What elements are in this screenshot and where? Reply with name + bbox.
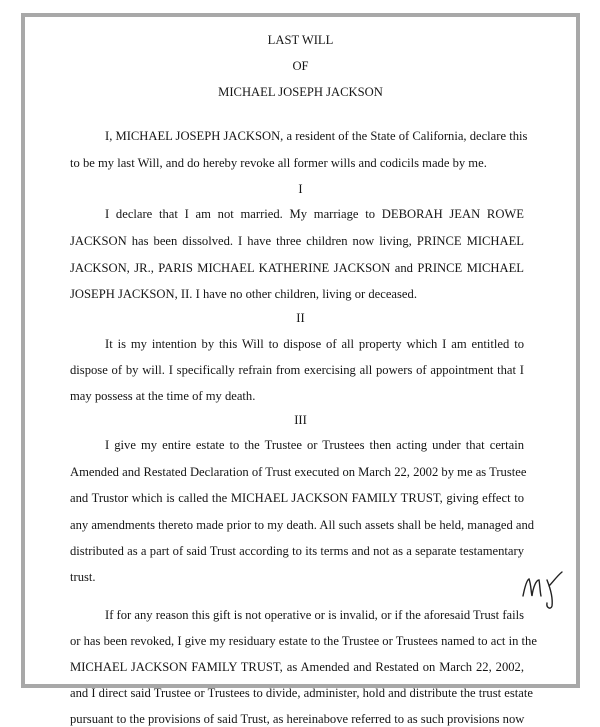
- title-of: OF: [292, 59, 309, 73]
- article-3-para2-line: or has been revoked, I give my residuary estate to the Trustee or Trustees named to act in the: [70, 634, 537, 648]
- article-heading-1: I: [298, 182, 303, 196]
- article-2-line: dispose of by will. I specifically refrain from exercising all powers of appointment that I: [70, 363, 524, 377]
- article-3-line: Amended and Restated Declaration of Trust executed on March 22, 2002 by me as Trustee: [70, 465, 527, 479]
- article-3-line: distributed as a part of said Trust according to its terms and not as a separate testamentary: [70, 544, 524, 558]
- article-3-para2-line: If for any reason this gift is not operative or is invalid, or if the aforesaid Trust fails: [105, 608, 525, 622]
- article-2-line: may possess at the time of my death.: [70, 389, 256, 403]
- article-3-line: trust.: [70, 570, 96, 584]
- article-heading-3: III: [294, 413, 307, 427]
- will-page: [25, 17, 576, 726]
- article-2-line: It is my intention by this Will to dispose of all property which I am entitled to: [105, 337, 524, 351]
- article-1-line: I declare that I am not married. My marriage to DEBORAH JEAN ROWE: [105, 207, 524, 221]
- article-1-line: JOSEPH JACKSON, II. I have no other children, living or deceased.: [70, 287, 417, 301]
- article-3-para2-line: and I direct said Trustee or Trustees to divide, administer, hold and distribute the trust estate: [70, 686, 533, 700]
- article-1-line: JACKSON, JR., PARIS MICHAEL KATHERINE JACKSON and PRINCE MICHAEL: [70, 261, 524, 275]
- document-frame: [21, 13, 580, 726]
- article-3-para2-line: pursuant to the provisions of said Trust, as hereinabove referred to as such provisions now: [70, 712, 525, 726]
- intro-line: I, MICHAEL JOSEPH JACKSON, a resident of the State of California, declare this: [105, 129, 528, 143]
- article-heading-2: II: [296, 311, 305, 325]
- article-1-line: JACKSON has been dissolved. I have three children now living, PRINCE MICHAEL: [70, 234, 524, 248]
- handwritten-initials: [519, 562, 569, 612]
- title-name: MICHAEL JOSEPH JACKSON: [218, 85, 383, 99]
- article-3-line: I give my entire estate to the Trustee or Trustees then acting under that certain: [105, 438, 524, 452]
- intro-line: to be my last Will, and do hereby revoke all former wills and codicils made by me.: [70, 156, 487, 170]
- title-last-will: LAST WILL: [267, 33, 334, 47]
- article-3-para2-line: MICHAEL JACKSON FAMILY TRUST, as Amended and Restated on March 22, 2002,: [70, 660, 524, 674]
- article-3-line: and Trustor which is called the MICHAEL JACKSON FAMILY TRUST, giving effect to: [70, 491, 524, 505]
- article-3-line: any amendments thereto made prior to my death. All such assets shall be held, managed and: [70, 518, 535, 532]
